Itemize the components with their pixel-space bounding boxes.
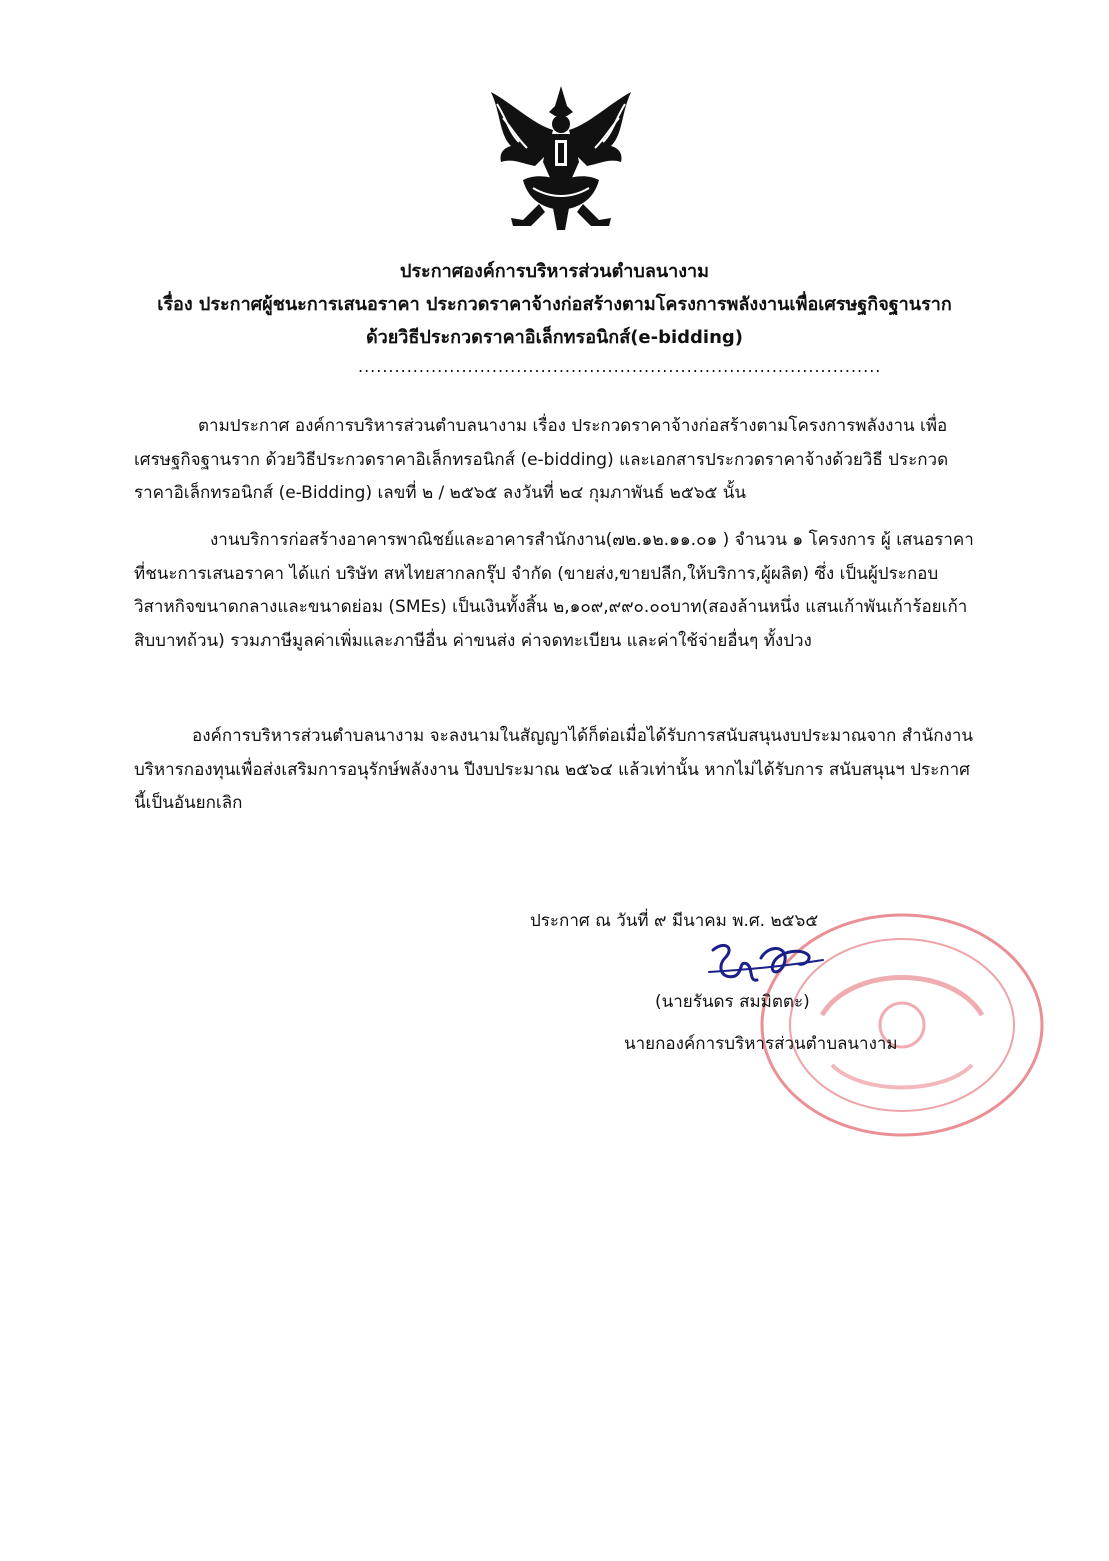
paragraph-condition: [134, 720, 974, 821]
paragraph-winner-text: งานบริการก่อสร้างอาคารพาณิชย์และอาคารสำนักงาน(๗๒.๑๒.๑๑.๐๑ ) จำนวน ๑ โครงการ ผู้ เสนอราคาที่ชนะการเสนอราคา ได้แก่ บริษัท สหไทยสากลกรุ๊ป จำกัด (ขายส่ง,ขายปลีก,ให้บริการ,ผู้ผลิต) ซึ่ง เป็นผู้ประกอบวิสาหกิจขนาดกลางและขนาดย่อม (SMEs) เป็นเงินทั้งสิ้น ๒,๑๐๙,๙๙๐.๐๐บาท(สองล้านหนึ่ง แสนเก้าพันเก้าร้อยเก้าสิบบาทถ้วน) รวมภาษีมูลค่าเพิ่มและภาษีอื่น ค่าขนส่ง ค่าจดทะเบียน และค่าใช้จ่ายอื่นๆ ทั้งปวง: [134, 530, 974, 651]
announcement-date: ประกาศ ณ วันที่ ๙ มีนาคม พ.ศ. ๒๕๖๕: [530, 911, 819, 931]
paragraph-condition-text: องค์การบริหารส่วนตำบลนางาม จะลงนามในสัญญาได้ก็ต่อเมื่อได้รับการสนับสนุนงบประมาณจาก สำนักงานบริหารกองทุนเพื่อส่งเสริมการอนุรักษ์พลังงาน ปีงบประมาณ ๒๕๖๔ แล้วเท่านั้น หากไม่ได้รับการ สนับสนุนฯ ประกาศนี้เป็นอันยกเลิก: [134, 726, 974, 813]
announcement-subject: เรื่อง ประกาศผู้ชนะการเสนอราคา ประกวดราคาจ้างก่อสร้างตามโครงการพลังงานเพื่อเศรษฐกิจฐานราก: [157, 294, 952, 315]
paragraph-reference: [134, 410, 974, 511]
paragraph-reference-text: ตามประกาศ องค์การบริหารส่วนตำบลนางาม เรื่อง ประกวดราคาจ้างก่อสร้างตามโครงการพลังงาน เพื่อเศรษฐกิจฐานราก ด้วยวิธีประกวดราคาอิเล็กทรอนิกส์ (e-bidding) และเอกสารประกวดราคาจ้างด้วยวิธี ประกวดราคาอิเล็กทรอนิกส์ (e-Bidding) เลขที่ ๒ / ๒๕๖๕ ลงวันที่ ๒๔ กุมภาพันธ์ ๒๕๖๕ นั้น: [134, 416, 949, 503]
dotted-divider: ......................................................................................: [358, 357, 882, 376]
paragraph-winner: [134, 524, 974, 658]
announcement-title: ประกาศองค์การบริหารส่วนตำบลนางาม: [399, 261, 710, 282]
announcement-method: ด้วยวิธีประกวดราคาอิเล็กทรอนิกส์(e-bidding): [365, 327, 744, 348]
signatory-position: นายกองค์การบริหารส่วนตำบลนางาม: [624, 1034, 898, 1054]
garuda-emblem-icon: [483, 84, 639, 234]
signatory-name: (นายรันดร สมมิตตะ): [655, 992, 810, 1012]
